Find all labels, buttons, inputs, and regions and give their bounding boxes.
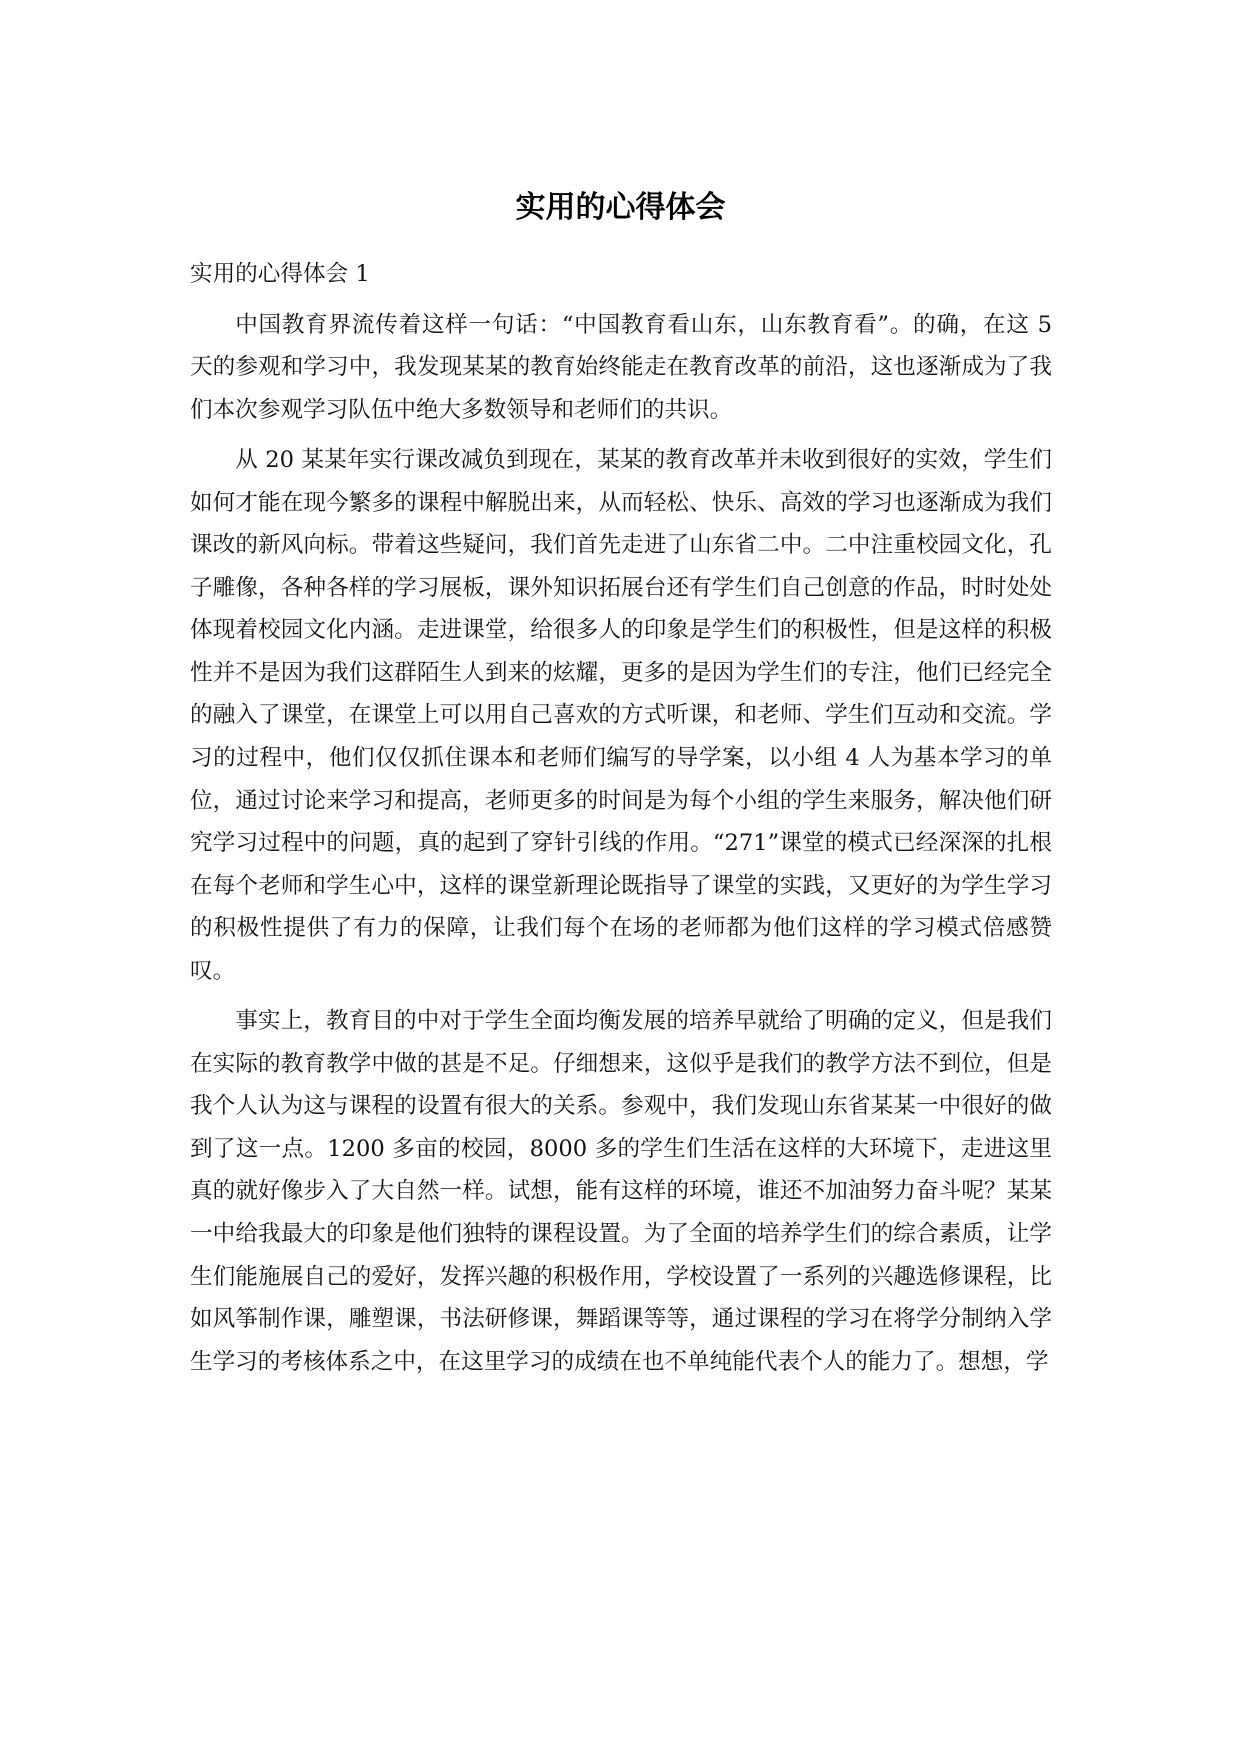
paragraph-1: 中国教育界流传着这样一句话：“中国教育看山东，山东教育看”。的确，在这 5 天的参观和学习中，我发现某某的教育始终能走在教育改革的前沿，这也逐渐成为了我们本次参观学习队伍中绝大多数领导和老师们的共识。	[190, 311, 1052, 423]
paragraph-2: 从 20 某某年实行课改减负到现在，某某的教育改革并未收到很好的实效，学生们如何才能在现今繁多的课程中解脱出来，从而轻松、快乐、高效的学习也逐渐成为我们课改的新风向标。带着这些疑问，我们首先走进了山东省二中。二中注重校园文化，孔子雕像，各种各样的学习展板，课外知识拓展台还有学生们自己创意的作品，时时处处体现着校园文化内涵。走进课堂，给很多人的印象是学生们的积极性，但是这样的积极性并不是因为我们这群陌生人到来的炫耀，更多的是因为学生们的专注，他们已经完全的融入了课堂，在课堂上可以用自己喜欢的方式听课，和老师、学生们互动和交流。学习的过程中，他们仅仅抓住课本和老师们编写的导学案，以小组 4 人为基本学习的单位，通过讨论来学习和提高，老师更多的时间是为每个小组的学生来服务，解决他们研究学习过程中的问题，真的起到了穿针引线的作用。“271”课堂的模式已经深深的扎根在每个老师和学生心中，这样的课堂新理论既指导了课堂的实践，又更好的为学生学习的积极性提供了有力的保障，让我们每个在场的老师都为他们这样的学习模式倍感赞叹。	[190, 447, 1052, 984]
section-heading: 实用的心得体会 1	[190, 261, 370, 287]
document-body	[190, 253, 1052, 1383]
document-title: 实用的心得体会	[515, 190, 726, 225]
paragraph-3: 事实上，教育目的中对于学生全面均衡发展的培养早就给了明确的定义，但是我们在实际的教育教学中做的甚是不足。仔细想来，这似乎是我们的教学方法不到位，但是我个人认为这与课程的设置有很大的关系。参观中，我们发现山东省某某一中很好的做到了这一点。1200 多亩的校园，8000 多的学生们生活在这样的大环境下，走进这里真的就好像步入了大自然一样。试想，能有这样的环境，谁还不加油努力奋斗呢？某某一中给我最大的印象是他们独特的课程设置。为了全面的培养学生们的综合素质，让学生们能施展自己的爱好，发挥兴趣的积极作用，学校设置了一系列的兴趣选修课程，比如风筝制作课，雕塑课，书法研修课，舞蹈课等等，通过课程的学习在将学分制纳入学生学习的考核体系之中，在这里学习的成绩在也不单纯能代表个人的能力了。想想，学	[190, 1008, 1052, 1375]
